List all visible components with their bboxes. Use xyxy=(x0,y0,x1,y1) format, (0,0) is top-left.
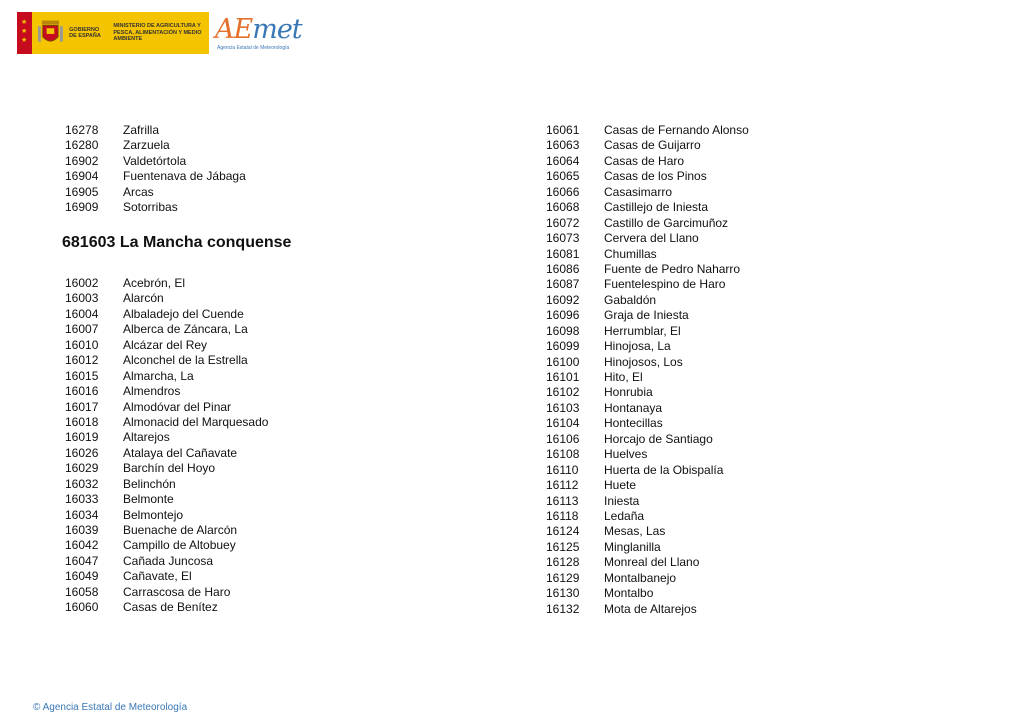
list-item xyxy=(546,432,749,447)
municipality-name: Mota de Altarejos xyxy=(604,601,697,616)
municipality-code: 16112 xyxy=(546,478,579,493)
list-item xyxy=(546,509,749,524)
list-item xyxy=(546,154,749,169)
aemet-logo xyxy=(215,12,302,54)
page-header xyxy=(17,12,302,54)
list-item xyxy=(65,322,268,337)
list-item xyxy=(546,494,749,509)
municipality-code: 16118 xyxy=(546,508,579,523)
municipality-name: Sotorribas xyxy=(123,200,178,215)
municipality-name: Hontanaya xyxy=(604,400,663,415)
list-item xyxy=(546,138,749,153)
municipality-name: Casasimarro xyxy=(604,184,673,199)
list-item xyxy=(546,540,749,555)
footer-copyright: © Agencia Estatal de Meteorología xyxy=(33,702,188,713)
municipality-name: Alconchel de la Estrella xyxy=(123,353,248,368)
municipality-code: 16103 xyxy=(546,400,580,415)
section-heading: 681603 La Mancha conquense xyxy=(62,234,292,251)
municipality-name: Cañavate, El xyxy=(123,569,192,584)
list-item xyxy=(546,277,749,292)
municipality-name: Iniesta xyxy=(604,493,640,508)
municipality-name: Montalbanejo xyxy=(604,570,677,585)
municipality-name: Almendros xyxy=(123,384,181,399)
municipality-name: Acebrón, El xyxy=(123,276,186,290)
gov-label: GOBIERNO DE ESPAÑA xyxy=(69,26,101,39)
municipality-name: Albaladejo del Cuende xyxy=(123,306,244,321)
coat-of-arms-icon xyxy=(38,18,63,48)
municipality-code: 16098 xyxy=(546,323,580,338)
municipality-code: 16129 xyxy=(546,570,580,585)
municipality-name: Almodóvar del Pinar xyxy=(123,399,232,414)
municipality-code: 16058 xyxy=(65,584,99,599)
municipality-code: 16063 xyxy=(546,138,580,153)
left-list-b xyxy=(65,276,268,616)
municipality-code: 16110 xyxy=(546,462,579,477)
municipality-code: 16017 xyxy=(65,399,99,414)
municipality-code: 16002 xyxy=(65,276,99,290)
municipality-code: 16061 xyxy=(546,123,580,137)
list-item xyxy=(65,169,246,184)
municipality-name: Castillo de Garcimuñoz xyxy=(604,215,729,230)
municipality-name: Casas de Fernando Alonso xyxy=(604,123,749,137)
municipality-name: Chumillas xyxy=(604,246,657,261)
municipality-code: 16280 xyxy=(65,138,99,153)
list-item xyxy=(546,308,749,323)
list-item xyxy=(65,508,268,523)
municipality-name: Zafrilla xyxy=(123,123,160,137)
list-item xyxy=(546,385,749,400)
municipality-code: 16101 xyxy=(546,370,580,384)
municipality-name: Minglanilla xyxy=(604,539,661,554)
municipality-code: 16113 xyxy=(546,493,579,508)
municipality-code: 16108 xyxy=(546,447,580,462)
municipality-code: 16081 xyxy=(546,246,580,261)
list-item xyxy=(65,477,268,492)
municipality-code: 16066 xyxy=(546,184,580,199)
list-item xyxy=(546,262,749,277)
list-item xyxy=(546,586,749,601)
municipality-name: Huete xyxy=(604,478,637,493)
municipality-name: Alarcón xyxy=(123,291,164,306)
municipality-name: Carrascosa de Haro xyxy=(123,584,231,599)
left-list-a xyxy=(65,123,246,216)
municipality-name: Horcajo de Santiago xyxy=(604,431,713,446)
municipality-code: 16064 xyxy=(546,153,580,168)
municipality-name: Gabaldón xyxy=(604,292,657,307)
list-item xyxy=(65,276,268,291)
list-item xyxy=(65,523,268,538)
list-item xyxy=(546,185,749,200)
municipality-name: Alberca de Záncara, La xyxy=(123,322,248,337)
municipality-name: Belinchón xyxy=(123,476,176,491)
municipality-code: 16016 xyxy=(65,384,99,399)
list-item xyxy=(546,370,749,385)
municipality-code: 16068 xyxy=(546,200,580,215)
municipality-name: Graja de Iniesta xyxy=(604,308,689,323)
list-item xyxy=(65,554,268,569)
list-item xyxy=(65,123,246,138)
municipality-code: 16010 xyxy=(65,337,99,352)
municipality-code: 16087 xyxy=(546,277,580,292)
municipality-code: 16905 xyxy=(65,184,99,199)
municipality-code: 16007 xyxy=(65,322,99,337)
municipality-name: Casas de Guijarro xyxy=(604,138,701,153)
list-item xyxy=(65,138,246,153)
list-item xyxy=(65,492,268,507)
list-item xyxy=(546,200,749,215)
list-item xyxy=(65,430,268,445)
municipality-name: Casas de Benítez xyxy=(123,600,218,615)
list-item xyxy=(65,307,268,322)
list-item xyxy=(65,384,268,399)
municipality-name: Honrubia xyxy=(604,385,653,400)
municipality-name: Barchín del Hoyo xyxy=(123,461,216,476)
municipality-code: 16278 xyxy=(65,123,99,137)
list-item xyxy=(65,400,268,415)
list-item xyxy=(65,600,268,615)
municipality-code: 16042 xyxy=(65,538,99,553)
list-item xyxy=(65,538,268,553)
municipality-code: 16026 xyxy=(65,445,99,460)
municipality-name: Alcázar del Rey xyxy=(123,337,208,352)
list-item xyxy=(546,478,749,493)
ministry-label: MINISTERIO DE AGRICULTURA Y PESCA, ALIMENTACIÓN Y MEDIO AMBIENTE xyxy=(113,23,202,43)
municipality-code: 16099 xyxy=(546,339,580,354)
list-item xyxy=(65,461,268,476)
list-item xyxy=(65,415,268,430)
list-item xyxy=(65,585,268,600)
municipality-code: 16019 xyxy=(65,430,99,445)
municipality-name: Campillo de Altobuey xyxy=(123,538,236,553)
list-item xyxy=(65,446,268,461)
municipality-name: Casas de los Pinos xyxy=(604,169,707,184)
municipality-code: 16047 xyxy=(65,553,99,568)
municipality-name: Altarejos xyxy=(123,430,170,445)
municipality-name: Cañada Juncosa xyxy=(123,553,214,568)
list-item xyxy=(65,291,268,306)
list-item xyxy=(546,231,749,246)
list-item xyxy=(65,353,268,368)
municipality-code: 16909 xyxy=(65,200,99,215)
municipality-name: Zarzuela xyxy=(123,138,170,153)
municipality-code: 16130 xyxy=(546,586,580,601)
list-item xyxy=(546,216,749,231)
municipality-code: 16096 xyxy=(546,308,580,323)
municipality-code: 16100 xyxy=(546,354,580,369)
municipality-code: 16029 xyxy=(65,461,99,476)
municipality-code: 16018 xyxy=(65,414,99,429)
municipality-name: Hito, El xyxy=(604,370,643,384)
municipality-name: Arcas xyxy=(123,184,154,199)
municipality-code: 16086 xyxy=(546,261,580,276)
list-item xyxy=(546,602,749,617)
municipality-name: Atalaya del Cañavate xyxy=(123,445,238,460)
list-item xyxy=(546,555,749,570)
municipality-name: Hontecillas xyxy=(604,416,663,431)
municipality-name: Casas de Haro xyxy=(604,153,685,168)
municipality-code: 16104 xyxy=(546,416,580,431)
list-item xyxy=(65,200,246,215)
municipality-name: Castillejo de Iniesta xyxy=(604,200,709,215)
aemet-wordmark: AEmet xyxy=(215,14,302,45)
municipality-code: 16132 xyxy=(546,601,580,616)
list-item xyxy=(546,416,749,431)
municipality-name: Ledaña xyxy=(604,508,645,523)
list-item xyxy=(546,324,749,339)
municipality-code: 16073 xyxy=(546,231,580,246)
list-item xyxy=(546,247,749,262)
municipality-name: Almarcha, La xyxy=(123,368,194,383)
municipality-name: Cervera del Llano xyxy=(604,231,699,246)
municipality-code: 16102 xyxy=(546,385,580,400)
list-item xyxy=(65,369,268,384)
list-item xyxy=(546,447,749,462)
list-item xyxy=(546,169,749,184)
municipality-name: Fuentelespino de Haro xyxy=(604,277,726,292)
list-item xyxy=(546,123,749,138)
municipality-code: 16072 xyxy=(546,215,580,230)
municipality-code: 16125 xyxy=(546,539,580,554)
list-item xyxy=(65,185,246,200)
municipality-name: Hinojosa, La xyxy=(604,339,671,354)
municipality-name: Valdetórtola xyxy=(123,153,187,168)
municipality-code: 16092 xyxy=(546,292,580,307)
municipality-code: 16015 xyxy=(65,368,99,383)
municipality-code: 16049 xyxy=(65,569,99,584)
municipality-name: Monreal del Llano xyxy=(604,555,700,570)
municipality-code: 16033 xyxy=(65,492,99,507)
municipality-code: 16039 xyxy=(65,523,99,537)
list-item xyxy=(546,571,749,586)
list-item xyxy=(546,293,749,308)
list-item xyxy=(65,569,268,584)
list-item xyxy=(546,401,749,416)
municipality-code: 16032 xyxy=(65,476,99,491)
list-item xyxy=(546,524,749,539)
municipality-name: Huelves xyxy=(604,447,648,462)
municipality-name: Huerta de la Obispalía xyxy=(604,462,724,477)
municipality-name: Almonacid del Marquesado xyxy=(123,414,269,429)
municipality-code: 16902 xyxy=(65,153,99,168)
aemet-subtitle: Agencia Estatal de Meteorología xyxy=(217,45,290,51)
municipality-name: Herrumblar, El xyxy=(604,323,681,338)
list-item xyxy=(65,338,268,353)
municipality-code: 16034 xyxy=(65,507,99,522)
municipality-name: Fuentenava de Jábaga xyxy=(123,169,246,184)
municipality-code: 16003 xyxy=(65,291,99,306)
list-item xyxy=(546,463,749,478)
municipality-code: 16060 xyxy=(65,600,99,615)
government-logo xyxy=(17,12,209,54)
list-item xyxy=(65,154,246,169)
municipality-code: 16004 xyxy=(65,306,99,321)
municipality-name: Hinojosos, Los xyxy=(604,354,683,369)
municipality-code: 16106 xyxy=(546,431,580,446)
municipality-name: Montalbo xyxy=(604,586,654,601)
municipality-name: Belmonte xyxy=(123,492,174,507)
list-item xyxy=(546,355,749,370)
municipality-name: Buenache de Alarcón xyxy=(123,523,238,537)
municipality-code: 16128 xyxy=(546,555,580,570)
municipality-name: Mesas, Las xyxy=(604,524,666,539)
municipality-name: Fuente de Pedro Naharro xyxy=(604,261,741,276)
municipality-code: 16065 xyxy=(546,169,580,184)
municipality-code: 16124 xyxy=(546,524,580,539)
eu-flag-icon: ★ ★ ★ xyxy=(17,12,32,54)
right-list xyxy=(546,123,749,617)
municipality-name: Belmontejo xyxy=(123,507,184,522)
municipality-code: 16904 xyxy=(65,169,99,184)
municipality-code: 16012 xyxy=(65,353,99,368)
list-item xyxy=(546,339,749,354)
